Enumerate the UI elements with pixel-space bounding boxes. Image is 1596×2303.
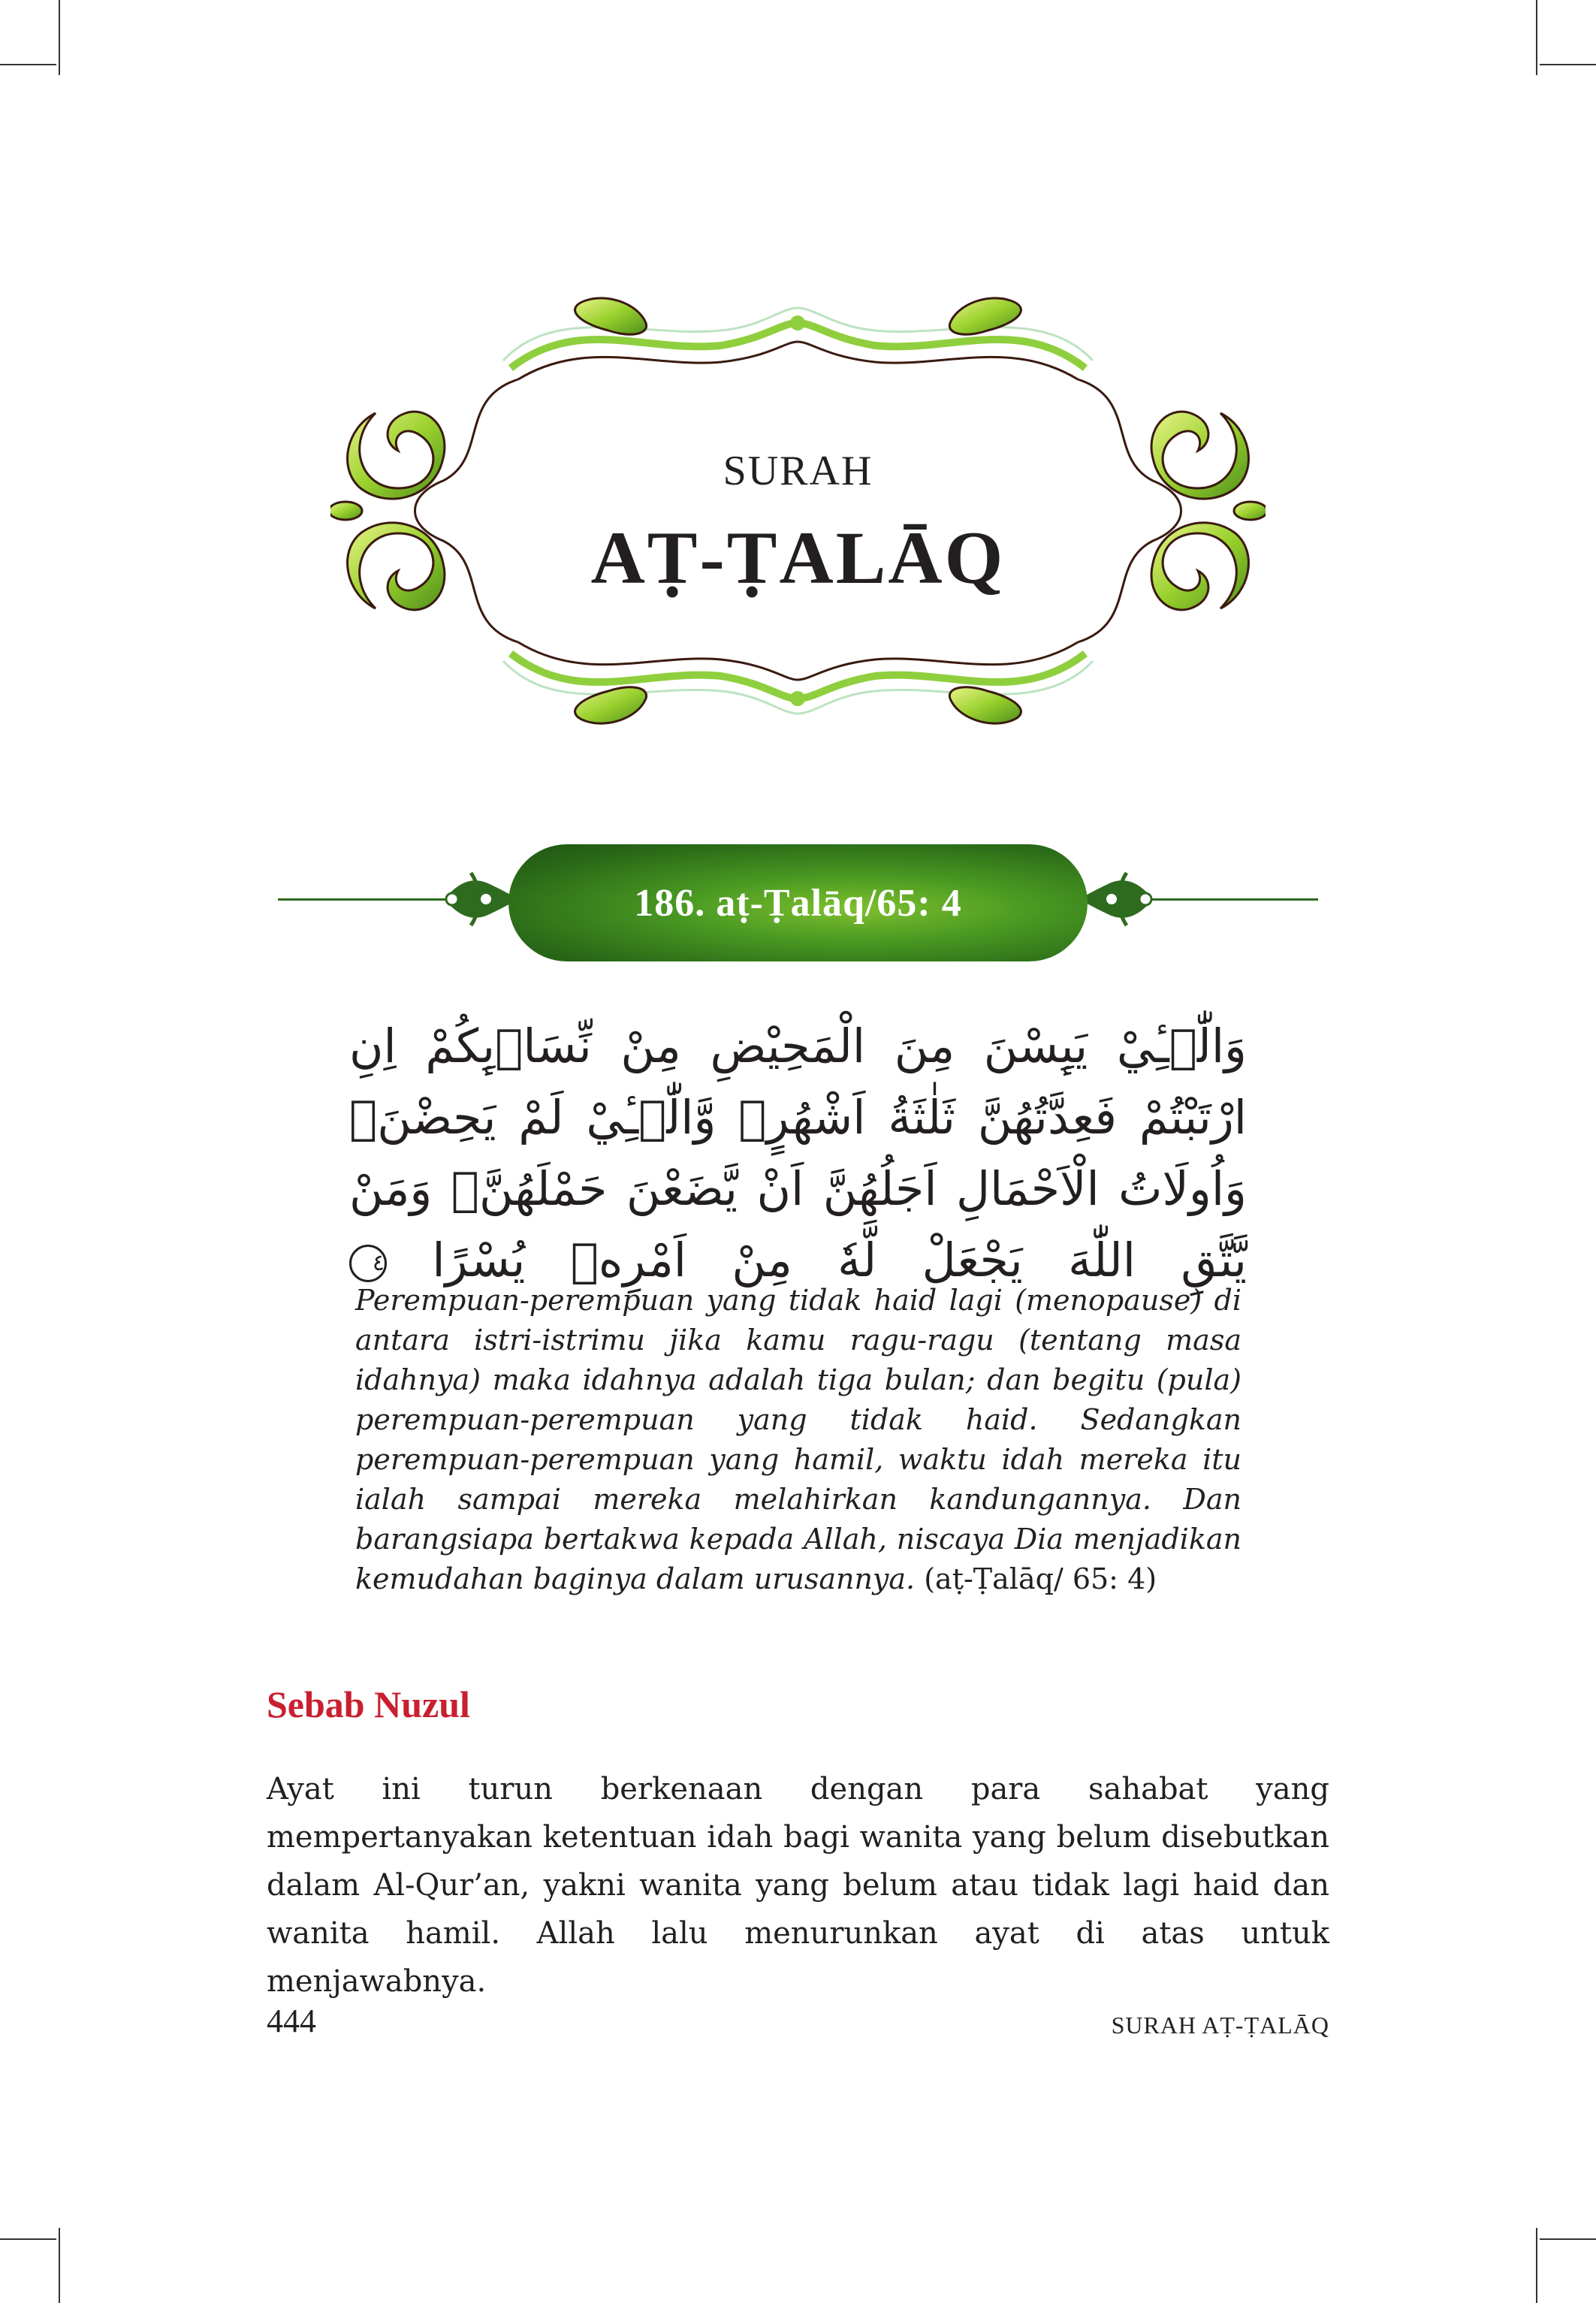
floral-ornament-icon bbox=[1078, 865, 1160, 933]
surah-title: AṬ-ṬALĀQ bbox=[590, 516, 1006, 599]
section-heading: Sebab Nuzul bbox=[267, 1683, 470, 1725]
verse-reference: 186. aṭ-Ṭalāq/65: 4 bbox=[634, 881, 962, 925]
crop-mark bbox=[1536, 2228, 1537, 2303]
verse-translation bbox=[355, 1281, 1242, 1599]
crop-mark bbox=[0, 64, 56, 65]
crop-mark bbox=[59, 0, 60, 75]
surah-label: SURAH bbox=[723, 448, 873, 494]
crop-mark bbox=[1540, 64, 1596, 65]
crop-mark bbox=[1540, 2238, 1596, 2240]
translation-text: Perempuan-perempuan yang tidak haid lagi (menopause) di antara istri-istrimu jika kamu ragu-ragu (tentang masa idahnya) maka idahnya adalah tiga bulan; dan begitu (pula) perempuan-perempuan yang tidak haid. Sedangkan perempuan-perempuan yang hamil, waktu idah mereka itu ialah sampai mereka melahirkan kandungannya. Dan barangsiapa bertakwa kepada Allah, niscaya Dia menjadikan kemudahan baginya dalam urusannya. bbox=[355, 1284, 1242, 1595]
arabic-verse-text: وَالّٰۤـِٔيْ يَىِٕسْنَ مِنَ الْمَحِيْضِ مِنْ نِّسَاۤىِٕكُمْ اِنِ ارْتَبْتُمْ فَعِدَّتُهُنَّ ثَلٰثَةُ اَشْهُرٍۙ وَّالّٰۤـِٔيْ لَمْ يَحِضْنَۗ وَاُولَاتُ الْاَحْمَالِ اَجَلُهُنَّ اَنْ يَّضَعْنَ حَمْلَهُنَّۗ وَمَنْ يَّتَّقِ اللّٰهَ يَجْعَلْ لَّهٗ مِنْ اَمْرِهٖ يُسْرًا bbox=[349, 1019, 1247, 1287]
crop-mark bbox=[59, 2228, 60, 2303]
divider-line-right bbox=[1138, 898, 1318, 901]
verse-reference-banner bbox=[508, 844, 1088, 961]
section-body: Ayat ini turun berkenaan dengan para sahabat yang mempertanyakan ketentuan idah bagi wanita yang belum disebutkan dalam Al-Qur’an, yakni wanita yang belum atau tidak lagi haid dan wanita hamil. Allah lalu menurunkan ayat di atas untuk menjawabnya. bbox=[267, 1772, 1329, 1999]
running-head: SURAH AṬ-ṬALĀQ bbox=[1111, 2012, 1329, 2039]
floral-ornament-icon bbox=[437, 865, 520, 933]
crop-mark bbox=[0, 2238, 56, 2240]
arabic-verse bbox=[349, 1010, 1247, 1296]
page-number: 444 bbox=[267, 2003, 316, 2039]
divider-line-left bbox=[278, 898, 458, 901]
translation-citation: (aṭ-Ṭalāq/ 65: 4) bbox=[915, 1562, 1157, 1595]
ornamental-title-frame bbox=[330, 293, 1266, 729]
crop-mark bbox=[1536, 0, 1537, 75]
ayah-number-marker: ٤ bbox=[349, 1245, 387, 1282]
